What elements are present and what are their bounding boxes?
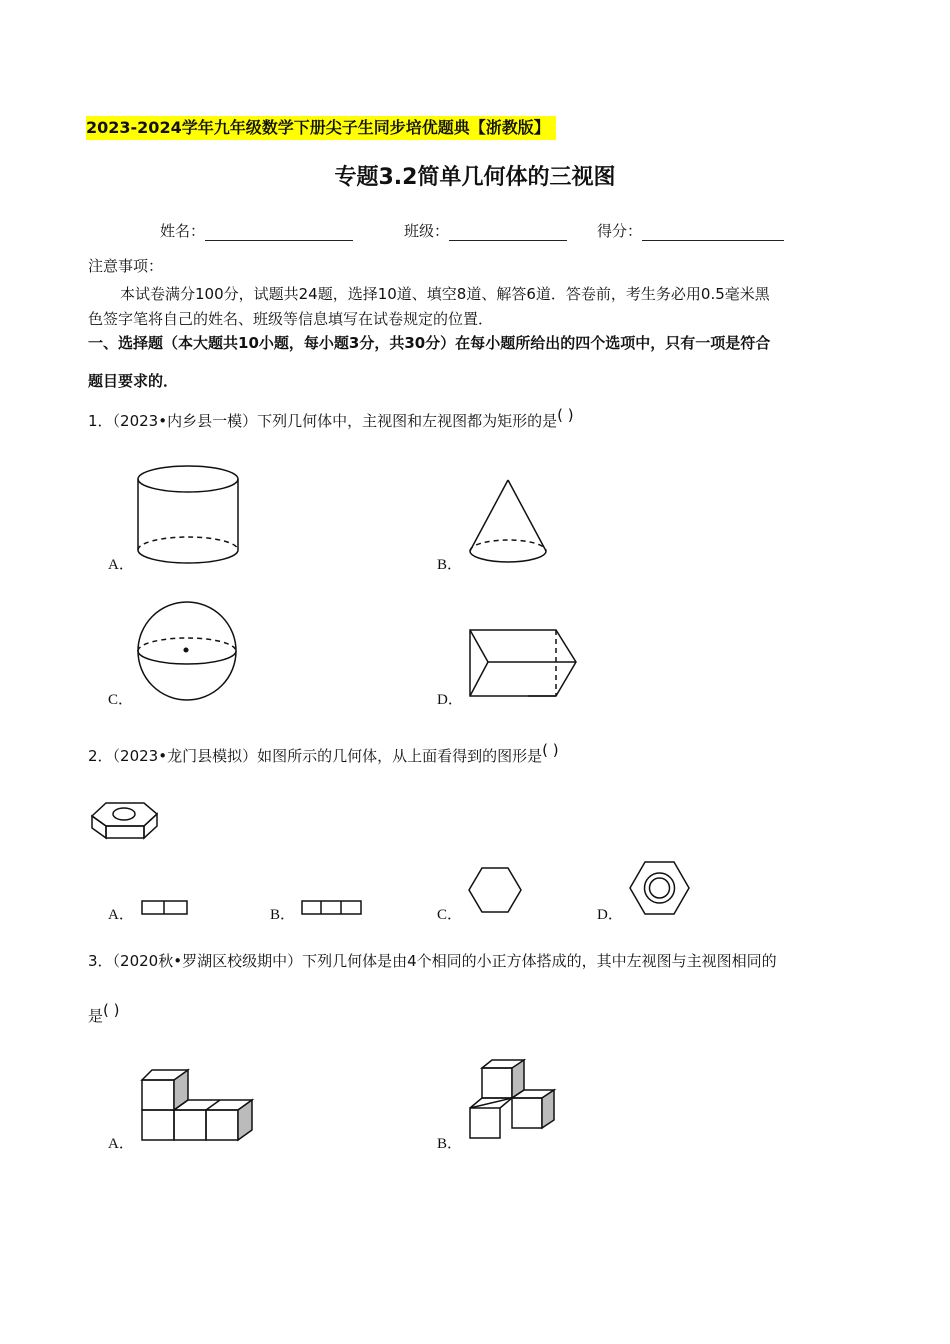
name-field[interactable]: [160, 220, 353, 241]
score-field[interactable]: [597, 220, 784, 241]
page-title: 专题3.2简单几何体的三视图: [334, 165, 616, 190]
notice-line2: 色签字笔将自己的姓名、班级等信息填写在试卷规定的位置．: [88, 310, 494, 328]
name-label: 姓名：: [160, 222, 206, 240]
q1-option-a[interactable]: A．: [108, 557, 134, 573]
q1-option-d[interactable]: D．: [437, 692, 463, 708]
q1-option-b[interactable]: B．: [437, 557, 463, 573]
cubes-l-shape-figure: [140, 1068, 256, 1144]
q2-option-d[interactable]: D．: [597, 907, 623, 923]
question-3-answer-paren[interactable]: ( ): [103, 1001, 120, 1019]
q2-option-c[interactable]: C．: [437, 907, 463, 923]
hexagon-figure: [468, 866, 524, 916]
question-3-number: 3．: [88, 952, 113, 970]
question-2-answer-paren[interactable]: ( ): [542, 741, 559, 759]
q2-option-b[interactable]: B．: [270, 907, 296, 923]
question-3: [88, 950, 777, 972]
section-heading-line1: 一、选择题（本大题共10小题，每小题3分，共30分）在每小题所给出的四个选项中，只有一项是符合: [88, 334, 771, 352]
header-tag: 2023-2024学年九年级数学下册尖子生同步培优题典【浙教版】: [86, 116, 556, 140]
question-1: [88, 406, 574, 432]
question-1-text: （2023•内乡县一模）下列几何体中，主视图和左视图都为矩形的是: [112, 412, 558, 430]
prism-figure: [468, 628, 580, 703]
class-label: 班级：: [404, 222, 450, 240]
hexagon-with-circle-figure: [629, 860, 691, 918]
class-blank[interactable]: [449, 226, 567, 241]
three-rectangles-figure: [301, 900, 363, 916]
q3-option-a[interactable]: A．: [108, 1136, 134, 1152]
question-2: [88, 741, 559, 767]
notice-line1: 本试卷满分100分，试题共24题，选择10道、填空8道、解答6道．答卷前，考生务必用0.5毫米黑: [120, 285, 770, 303]
sphere-figure: [137, 601, 239, 703]
notice-heading: 注意事项：: [88, 257, 164, 275]
question-2-text: （2023•龙门县模拟）如图所示的几何体，从上面看得到的图形是: [112, 747, 543, 765]
question-2-number: 2．: [88, 747, 113, 765]
name-blank[interactable]: [205, 226, 353, 241]
cubes-stacked-figure: [468, 1058, 558, 1142]
class-field[interactable]: [404, 220, 567, 241]
q3-option-b[interactable]: B．: [437, 1136, 463, 1152]
question-3-line2: [88, 1001, 120, 1027]
cylinder-figure: [137, 465, 239, 567]
q1-option-c[interactable]: C．: [108, 692, 134, 708]
two-rectangles-figure: [141, 900, 189, 916]
score-blank[interactable]: [642, 226, 784, 241]
question-1-number: 1．: [88, 412, 113, 430]
question-3-text: （2020秋•罗湖区校级期中）下列几何体是由4个相同的小正方体搭成的，其中左视图与主视图相同的: [112, 952, 777, 970]
question-1-answer-paren[interactable]: ( ): [557, 406, 574, 424]
cone-figure: [468, 478, 548, 568]
section-heading-line2: 题目要求的．: [88, 372, 179, 390]
hex-nut-figure: [90, 800, 160, 842]
score-label: 得分：: [597, 222, 643, 240]
q2-option-a[interactable]: A．: [108, 907, 134, 923]
question-3-text2: 是: [88, 1007, 104, 1025]
